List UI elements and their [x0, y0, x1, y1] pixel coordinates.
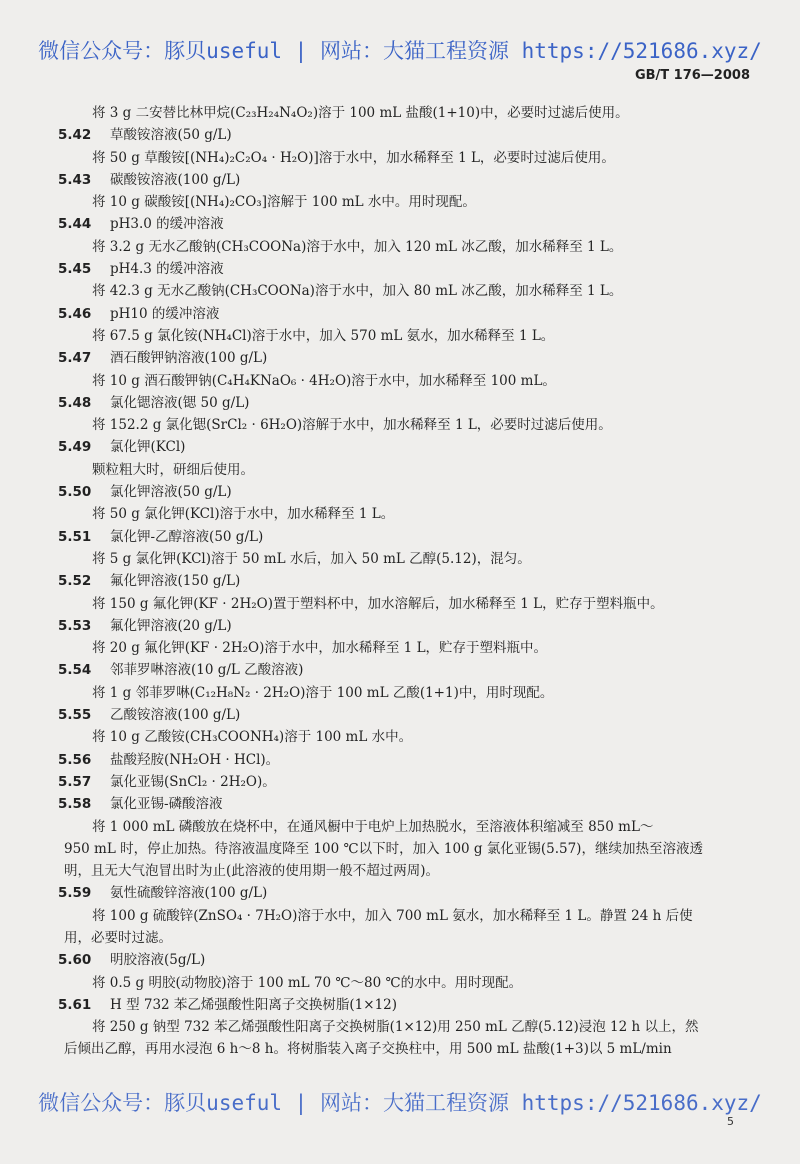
paragraph-line: 将 20 g 氟化钾(KF · 2H₂O)溶于水中，加水稀释至 1 L，贮存于塑料瓶中。	[92, 640, 548, 657]
section-heading	[50, 392, 762, 414]
paragraph-line: 将 1 000 mL 磷酸放在烧杯中，在通风橱中于电炉上加热脱水，至溶液体积缩减至 850 mL～	[92, 818, 654, 835]
section-heading	[50, 949, 762, 971]
section-heading	[50, 771, 762, 793]
section-number: 5.60	[58, 952, 92, 969]
section-title: 酒石酸钾钠溶液(100 g/L)	[110, 350, 268, 367]
section-title: 盐酸羟胺(NH₂OH · HCl)。	[110, 751, 280, 768]
section-heading	[50, 526, 762, 548]
watermark-top: 微信公众号：豚贝useful | 网站：大猫工程资源 https://521686.xyz/	[38, 39, 762, 63]
paragraph-line: 将 10 g 乙酸铵(CH₃COONH₄)溶于 100 mL 水中。	[92, 729, 413, 746]
paragraph-line: 将 67.5 g 氯化铵(NH₄Cl)溶于水中，加入 570 mL 氨水，加水稀释至 1 L。	[92, 327, 555, 344]
section-number: 5.45	[58, 261, 92, 278]
section-number: 5.51	[58, 528, 92, 545]
section-heading	[50, 882, 762, 904]
section-number: 5.42	[58, 127, 92, 144]
paragraph-line: 将 150 g 氟化钾(KF · 2H₂O)置于塑料杯中，加水溶解后，加水稀释至 1 L，贮存于塑料瓶中。	[92, 595, 664, 612]
section-heading	[50, 615, 762, 637]
section-number: 5.59	[58, 885, 92, 902]
section-title: pH4.3 的缓冲溶液	[110, 261, 224, 278]
paragraph-line: 颗粒粗大时，研细后使用。	[92, 461, 254, 478]
section-heading	[50, 213, 762, 235]
section-number: 5.53	[58, 617, 92, 634]
section-number: 5.54	[58, 662, 92, 679]
paragraph-line: 将 100 g 硫酸锌(ZnSO₄ · 7H₂O)溶于水中，加入 700 mL 氨水，加水稀释至 1 L。静置 24 h 后使	[92, 907, 693, 924]
section-title: pH3.0 的缓冲溶液	[110, 216, 224, 233]
section-heading	[50, 169, 762, 191]
section-title: 明胶溶液(5g/L)	[110, 952, 206, 969]
section-title: 氯化锶溶液(锶 50 g/L)	[110, 394, 250, 411]
section-heading	[50, 659, 762, 681]
section-title: 氯化亚锡-磷酸溶液	[110, 796, 223, 813]
section-title: H 型 732 苯乙烯强酸性阳离子交换树脂(1×12)	[110, 996, 398, 1013]
paragraph-line: 将 0.5 g 明胶(动物胶)溶于 100 mL 70 ℃～80 ℃的水中。用时现配。	[92, 974, 523, 991]
paragraph-line: 将 5 g 氯化钾(KCl)溶于 50 mL 水后，加入 50 mL 乙醇(5.12)，混匀。	[92, 550, 531, 567]
section-number: 5.46	[58, 305, 92, 322]
section-heading	[50, 570, 762, 592]
paragraph-line: 将 3 g 二安替比林甲烷(C₂₃H₂₄N₄O₂)溶于 100 mL 盐酸(1+10)中，必要时过滤后使用。	[92, 105, 629, 121]
section-number: 5.58	[58, 796, 92, 813]
paragraph-line: 将 10 g 碳酸铵[(NH₄)₂CO₃]溶解于 100 mL 水中。用时现配。	[92, 194, 476, 211]
section-number: 5.55	[58, 707, 92, 724]
section-title: 氟化钾溶液(150 g/L)	[110, 573, 241, 590]
section-title: 氯化亚锡(SnCl₂ · 2H₂O)。	[110, 773, 276, 790]
section-title: 草酸铵溶液(50 g/L)	[110, 127, 232, 144]
standard-code: GB/T 176—2008	[634, 68, 750, 83]
section-heading	[50, 436, 762, 458]
document-body	[50, 102, 762, 1061]
paragraph-line: 用，必要时过滤。	[64, 929, 172, 946]
section-heading	[50, 793, 762, 815]
page-number: 5	[727, 1115, 734, 1128]
section-heading	[50, 258, 762, 280]
section-number: 5.57	[58, 773, 92, 790]
section-title: 乙酸铵溶液(100 g/L)	[110, 707, 241, 724]
section-number: 5.44	[58, 216, 92, 233]
section-heading	[50, 481, 762, 503]
paragraph-line: 将 50 g 氯化钾(KCl)溶于水中，加水稀释至 1 L。	[92, 506, 395, 523]
section-number: 5.43	[58, 171, 92, 188]
paragraph-line: 后倾出乙醇，再用水浸泡 6 h～8 h。将树脂装入离子交换柱中，用 500 mL 盐酸(1+3)以 5 mL/min	[64, 1041, 672, 1058]
section-number: 5.50	[58, 484, 92, 501]
paragraph-line: 将 250 g 钠型 732 苯乙烯强酸性阳离子交换树脂(1×12)用 250 mL 乙醇(5.12)浸泡 12 h 以上，然	[92, 1019, 699, 1036]
section-number: 5.52	[58, 573, 92, 590]
section-title: pH10 的缓冲溶液	[110, 305, 220, 322]
section-number: 5.61	[58, 996, 92, 1013]
section-number: 5.49	[58, 439, 92, 456]
section-heading	[50, 303, 762, 325]
paragraph-line: 明，且无大气泡冒出时为止(此溶液的使用期一般不超过两周)。	[64, 863, 440, 880]
section-title: 碳酸铵溶液(100 g/L)	[110, 171, 241, 188]
paragraph-line: 将 3.2 g 无水乙酸钠(CH₃COONa)溶于水中，加入 120 mL 冰乙酸，加水稀释至 1 L。	[92, 238, 623, 255]
section-number: 5.47	[58, 350, 92, 367]
section-heading	[50, 124, 762, 146]
section-number: 5.56	[58, 751, 92, 768]
section-heading	[50, 749, 762, 771]
paragraph-line: 将 42.3 g 无水乙酸钠(CH₃COONa)溶于水中，加入 80 mL 冰乙酸，加水稀释至 1 L。	[92, 283, 623, 300]
section-title: 氯化钾溶液(50 g/L)	[110, 484, 232, 501]
paragraph-line: 将 1 g 邻菲罗啉(C₁₂H₈N₂ · 2H₂O)溶于 100 mL 乙酸(1+1)中，用时现配。	[92, 684, 554, 701]
section-number: 5.48	[58, 394, 92, 411]
section-title: 氯化钾(KCl)	[110, 439, 186, 456]
section-title: 邻菲罗啉溶液(10 g/L 乙酸溶液)	[110, 662, 304, 679]
section-title: 氯化钾-乙醇溶液(50 g/L)	[110, 528, 264, 545]
paragraph-line: 将 10 g 酒石酸钾钠(C₄H₄KNaO₆ · 4H₂O)溶于水中，加水稀释至 100 mL。	[92, 372, 556, 389]
section-title: 氨性硫酸锌溶液(100 g/L)	[110, 885, 268, 902]
section-heading	[50, 994, 762, 1016]
section-heading	[50, 704, 762, 726]
paragraph-line: 将 152.2 g 氯化锶(SrCl₂ · 6H₂O)溶解于水中，加水稀释至 1 L，必要时过滤后使用。	[92, 417, 612, 434]
watermark-bottom: 微信公众号：豚贝useful | 网站：大猫工程资源 https://521686.xyz/	[38, 1091, 762, 1115]
paragraph-line: 将 50 g 草酸铵[(NH₄)₂C₂O₄ · H₂O)]溶于水中，加水稀释至 1 L，必要时过滤后使用。	[92, 149, 615, 166]
section-title: 氟化钾溶液(20 g/L)	[110, 617, 232, 634]
section-heading	[50, 347, 762, 369]
paragraph-line: 950 mL 时，停止加热。待溶液温度降至 100 ℃以下时，加入 100 g 氯化亚锡(5.57)，继续加热至溶液透	[64, 840, 703, 857]
